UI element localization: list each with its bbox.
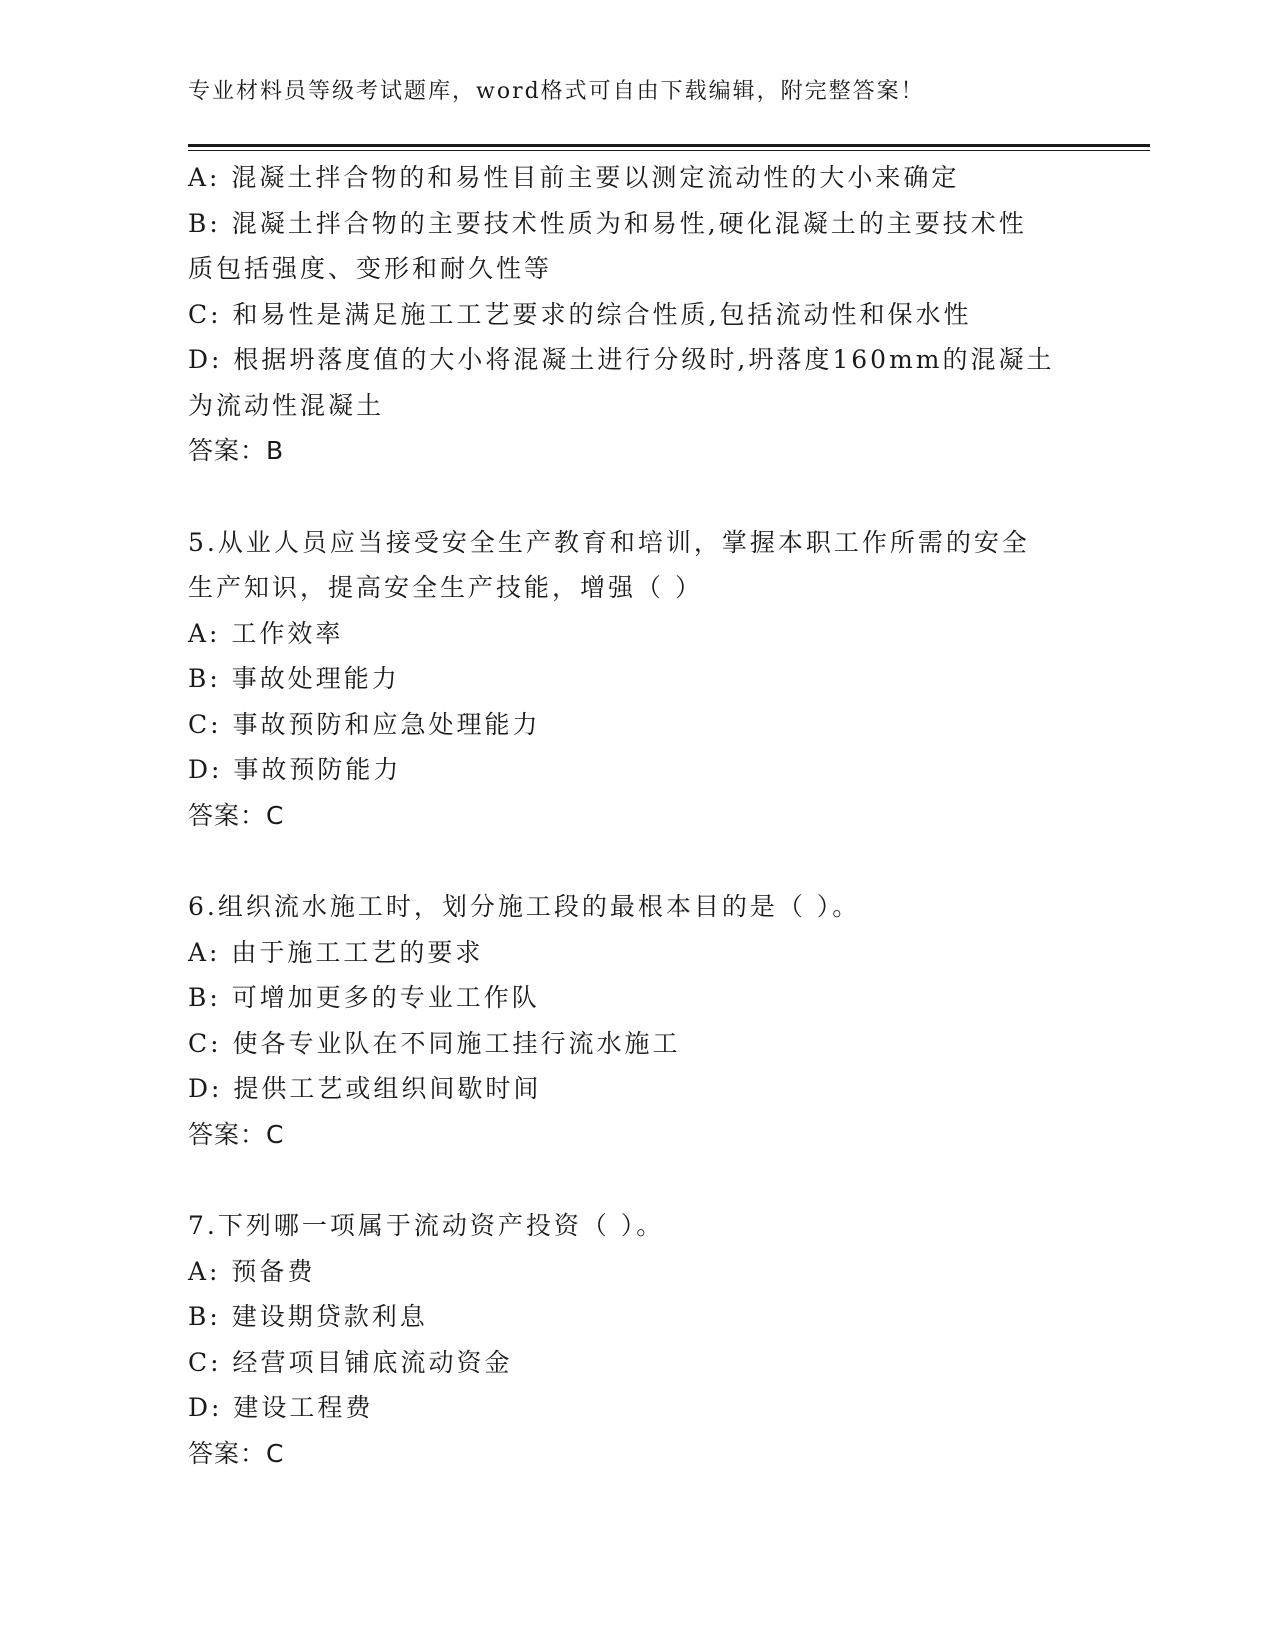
option-d-continued: 为流动性混凝土 bbox=[188, 390, 385, 420]
answer: 答案：C bbox=[188, 1438, 285, 1468]
option-d: D: 事故预防能力 bbox=[188, 755, 402, 784]
answer: 答案：C bbox=[188, 800, 285, 830]
page-header: 专业材料员等级考试题库，word格式可自由下载编辑，附完整答案！ bbox=[188, 79, 925, 104]
option-b: B: 事故处理能力 bbox=[188, 664, 400, 693]
option-a: A: 由于施工工艺的要求 bbox=[188, 937, 484, 967]
option-b: B: 建设期贷款利息 bbox=[188, 1302, 428, 1331]
option-d: D: 提供工艺或组织间歇时间 bbox=[188, 1074, 542, 1103]
option-b: B: 可增加更多的专业工作队 bbox=[188, 983, 540, 1012]
question-7 bbox=[188, 1203, 1068, 1476]
spacer bbox=[188, 838, 1068, 884]
question-5 bbox=[188, 520, 1068, 839]
question-4 bbox=[188, 155, 1068, 474]
question-text-continued: 生产知识，提高安全生产技能，增强（ ） bbox=[188, 573, 703, 602]
spacer bbox=[188, 474, 1068, 520]
option-d: D: 根据坍落度值的大小将混凝土进行分级时,坍落度160mm的混凝土 bbox=[188, 345, 1055, 374]
option-b: B: 混凝土拌合物的主要技术性质为和易性,硬化混凝土的主要技术性 bbox=[188, 208, 1027, 238]
header-rule-thick bbox=[188, 144, 1150, 147]
question-list bbox=[188, 155, 1068, 1476]
header-rule-thin bbox=[188, 150, 1150, 151]
option-a: A: 工作效率 bbox=[188, 618, 344, 648]
option-c: C: 事故预防和应急处理能力 bbox=[188, 709, 541, 739]
question-6 bbox=[188, 884, 1068, 1157]
answer: 答案：C bbox=[188, 1119, 285, 1149]
option-c: C: 使各专业队在不同施工挂行流水施工 bbox=[188, 1028, 681, 1058]
option-c: C: 经营项目铺底流动资金 bbox=[188, 1347, 513, 1377]
option-a: A: 混凝土拌合物的和易性目前主要以测定流动性的大小来确定 bbox=[188, 163, 960, 192]
option-c: C: 和易性是满足施工工艺要求的综合性质,包括流动性和保水性 bbox=[188, 299, 972, 329]
question-text: 5.从业人员应当接受安全生产教育和培训，掌握本职工作所需的安全 bbox=[188, 527, 1030, 557]
question-text: 7.下列哪一项属于流动资产投资（ ）。 bbox=[188, 1211, 665, 1240]
answer: 答案：B bbox=[188, 436, 285, 465]
option-a: A: 预备费 bbox=[188, 1256, 316, 1286]
option-d: D: 建设工程费 bbox=[188, 1393, 374, 1422]
question-text: 6.组织流水施工时，划分施工段的最根本目的是（ ）。 bbox=[188, 892, 861, 921]
option-b-continued: 质包括强度、变形和耐久性等 bbox=[188, 254, 553, 283]
spacer bbox=[188, 1157, 1068, 1203]
